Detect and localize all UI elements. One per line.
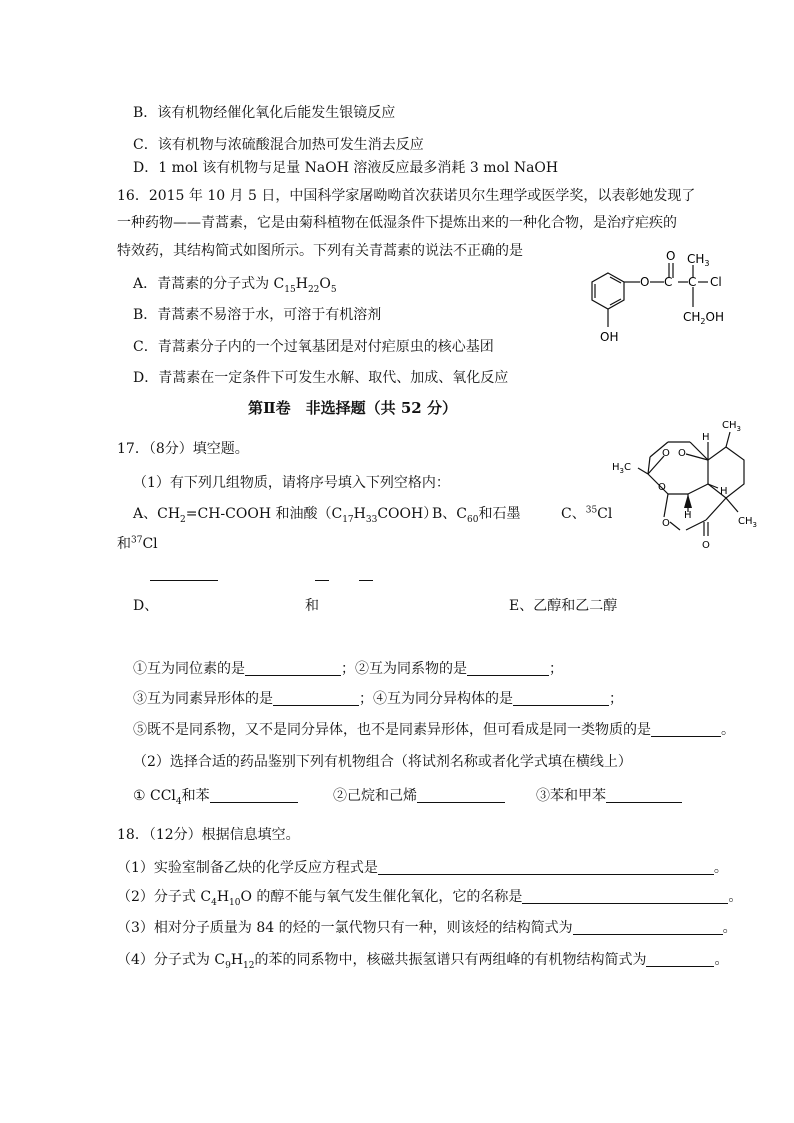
q15-structure-diagram [580, 245, 750, 355]
q16-option-d: D．青蒿素在一定条件下可发生水解、取代、加成、氧化反应 [133, 370, 509, 386]
artemisinin-peroxide-o2-label: O [678, 448, 686, 459]
q15-option-c: C．该有机物与浓硫酸混合加热可发生消去反应 [133, 137, 424, 153]
q17-option-b: B、$C_{60}$和石墨 [432, 506, 521, 525]
q15-chlorine-label: Cl [710, 275, 722, 289]
q17-option-d-structure-right-line-2 [359, 580, 373, 581]
answer-blank-hydrocarbon-structure[interactable] [573, 918, 723, 935]
q15-hydroxymethyl-label: $CH_2OH$ [683, 310, 724, 326]
artemisinin-h-top-label: H [702, 432, 710, 443]
q17-option-e: E、乙醇和乙二醇 [509, 598, 618, 614]
q17-option-d-label: D、 [133, 598, 159, 614]
q18-sub2: （2）分子式 $C_4H_{10}O$ 的醇不能与氧气发生催化氧化，它的名称是 。 [117, 889, 743, 908]
q15-methyl-label: $CH_3$ [687, 252, 710, 268]
q16-stem-line2: 一种药物——青蒿素，它是由菊科植物在低湿条件下提炼出来的一种化合物，是治疗疟疾的 [117, 215, 677, 231]
artemisinin-peroxide-o1-label: O [662, 448, 670, 459]
q17-title: 17．（8分）填空题。 [117, 441, 249, 457]
section-2-title: 第Ⅱ卷 非选择题（共 52 分） [248, 399, 457, 417]
q17-question-row3: ⑤既不是同系物，又不是同分异体，也不是同素异形体，但可看成是同一类物质的是 。 [133, 722, 735, 738]
q16-option-a: A．青蒿素的分子式为 $C_{15}H_{22}O_5$ [133, 276, 337, 295]
answer-blank-hexane-hexene[interactable] [417, 786, 505, 803]
q15-carbonyl-carbon-label: C [664, 275, 673, 289]
answer-blank-same-class[interactable] [651, 720, 721, 737]
q17-question-row1: ①互为同位素的是 ；②互为同系物的是 ； [133, 661, 563, 677]
artemisinin-carbonyl-o-label: O [702, 540, 710, 551]
q17-identify-2: ②己烷和己烯 [333, 786, 505, 806]
q17-option-a: A、$CH_2=CH$-COOH 和油酸$(C_{17}H_{33}COOH)$ [133, 506, 438, 525]
q17-option-d-and: 和 [305, 598, 319, 614]
q17-identify-3: ③苯和甲苯 [536, 786, 682, 806]
artemisinin-methyl-top-label: $CH_3$ [722, 420, 741, 433]
q17-option-d-structure-left-line [150, 580, 218, 581]
q16-option-b: B．青蒿素不易溶于水，可溶于有机溶剂 [133, 307, 382, 323]
q15-quaternary-carbon-label: C [688, 275, 697, 289]
q17-option-c-start: C、$^{35}$Cl [561, 505, 613, 522]
answer-blank-alcohol-name[interactable] [522, 887, 728, 904]
q15-option-b: B．该有机物经催化氧化后能发生银镜反应 [133, 105, 396, 121]
answer-blank-ccl4-benzene[interactable] [210, 786, 298, 803]
q18-title: 18．（12分）根据信息填空。 [117, 827, 300, 843]
q17-question-row2: ③互为同素异形体的是 ；④互为同分异构体的是 ； [133, 691, 623, 707]
q18-sub1: （1）实验室制备乙炔的化学反应方程式是 。 [117, 860, 728, 876]
q17-option-d-structure-right-line-1 [315, 580, 329, 581]
artemisinin-ring-o3-label: O [658, 482, 666, 493]
answer-blank-allotrope[interactable] [273, 689, 359, 706]
answer-blank-isomer[interactable] [513, 689, 609, 706]
q15-ester-oxygen-label: O [640, 275, 650, 289]
q16-stem-line3: 特效药，其结构简式如图所示。下列有关青蒿素的说法不正确的是 [117, 243, 523, 259]
artemisinin-lactone-o-label: O [662, 518, 670, 529]
answer-blank-acetylene-equation[interactable] [378, 858, 714, 875]
artemisinin-h3c-label: $H_3C$ [612, 462, 631, 475]
q18-sub3: （3）相对分子质量为 84 的烃的一氯代物只有一种，则该烃的结构简式为 。 [117, 920, 737, 936]
q18-sub4: （4）分子式为 $C_9H_{12}$的苯的同系物中，核磁共振氢谱只有两组峰的有机物结构简式为 。 [117, 952, 729, 971]
answer-blank-benzene-toluene[interactable] [606, 786, 682, 803]
q17-part1-instruction: （1）有下列几组物质，请将序号填入下列空格内： [133, 475, 450, 491]
q15-phenol-oh-label: OH [600, 330, 619, 344]
q17-identify-1: ① CCl$_4$和苯 [133, 786, 298, 806]
answer-blank-homolog[interactable] [467, 659, 549, 676]
q15-option-d: D．1 mol 该有机物与足量 NaOH 溶液反应最多消耗 3 mol NaOH [133, 160, 559, 176]
answer-blank-isotope[interactable] [245, 659, 341, 676]
artemisinin-structure-diagram [608, 412, 773, 562]
q16-option-c: C．青蒿素分子内的一个过氧基团是对付疟原虫的核心基团 [133, 339, 494, 355]
artemisinin-h-left-label: H [684, 510, 692, 521]
q16-stem-line1: 16．2015 年 10 月 5 日，中国科学家屠呦呦首次获诺贝尔生理学或医学奖，以表彰她发现了 [117, 188, 696, 204]
q15-carbonyl-oxygen-label: O [666, 249, 676, 263]
answer-blank-benzene-homolog[interactable] [646, 950, 714, 967]
q17-part2-instruction: （2）选择合适的药品鉴别下列有机物组合（将试剂名称或者化学式填在横线上） [133, 754, 632, 770]
q17-option-c-end: 和$^{37}$Cl [117, 535, 158, 552]
artemisinin-methyl-right-label: $CH_3$ [738, 516, 757, 529]
artemisinin-h-right-label: H [720, 486, 728, 497]
